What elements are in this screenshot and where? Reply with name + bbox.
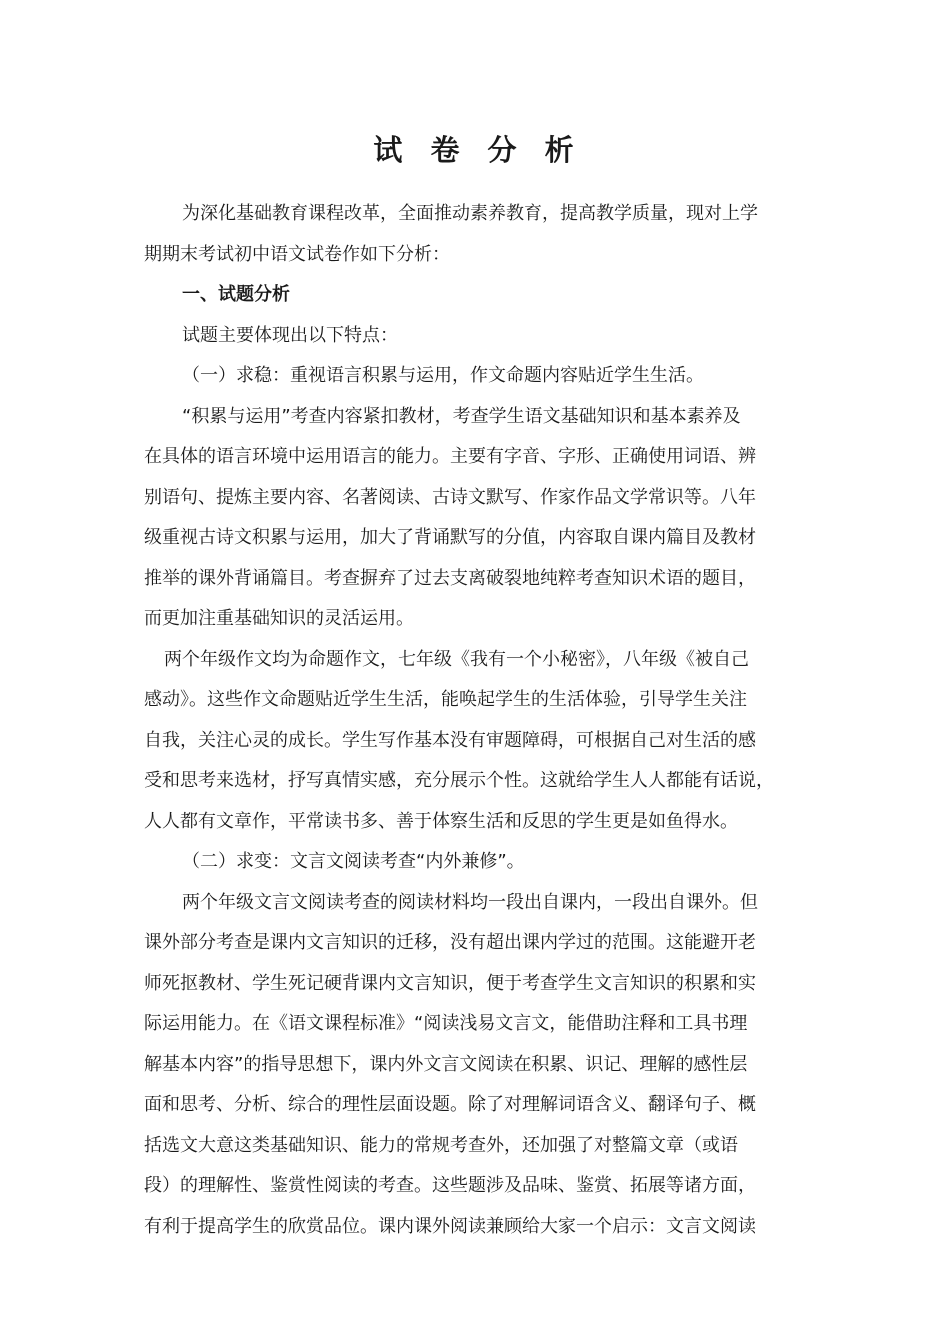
paragraph-line: 师死抠教材、学生死记硬背课内文言知识，便于考查学生文言知识的积累和实 [144,972,756,994]
paragraph-line: 在具体的语言环境中运用语言的能力。主要有字音、字形、正确使用词语、辨 [144,446,756,467]
paragraph-line: 受和思考来选材，抒写真情实感，充分展示个性。这就给学生人人都能有话说， [144,770,774,791]
paragraph-line: 级重视古诗文积累与运用，加大了背诵默写的分值，内容取自课内篇目及教材 [144,527,756,548]
paragraph-line: 推举的课外背诵篇目。考查摒弃了过去支离破裂地纯粹考查知识术语的题目， [144,567,756,589]
paragraph-line: 自我，关注心灵的成长。学生写作基本没有审题障碍，可根据自己对生活的感 [144,729,756,751]
document-title: 试 卷 分 析 [373,133,583,167]
paragraph-line: 为深化基础教育课程改革，全面推动素养教育，提高教学质量，现对上学 [182,203,758,224]
document-page [144,128,804,1247]
paragraph-line: 两个年级文言文阅读考查的阅读材料均一段出自课内，一段出自课外。但 [182,891,758,913]
section-heading: 一、试题分析 [182,284,290,305]
paragraph-line: 试题主要体现出以下特点： [182,324,398,346]
paragraph-line: 有利于提高学生的欣赏品位。课内课外阅读兼顾给大家一个启示：文言文阅读 [144,1215,756,1237]
paragraph-line: 段）的理解性、鉴赏性阅读的考查。这些题涉及品味、鉴赏、拓展等诸方面， [144,1175,756,1196]
paragraph-line: 面和思考、分析、综合的理性层面设题。除了对理解词语含义、翻译句子、概 [144,1094,756,1115]
paragraph-line: 别语句、提炼主要内容、名著阅读、古诗文默写、作家作品文学常识等。八年 [144,486,756,508]
paragraph-line: 括选文大意这类基础知识、能力的常规考查外，还加强了对整篇文章（或语 [144,1134,738,1156]
paragraph-line: 而更加注重基础知识的灵活运用。 [144,608,414,629]
paragraph-line: 两个年级作文均为命题作文，七年级《我有一个小秘密》，八年级《被自己 [164,648,749,670]
paragraph-line: 课外部分考查是课内文言知识的迁移，没有超出课内学过的范围。这能避开老 [144,932,756,953]
paragraph-line: 解基本内容”的指导思想下，课内外文言文阅读在积累、识记、理解的感性层 [144,1053,748,1075]
paragraph-line: 人人都有文章作，平常读书多、善于体察生活和反思的学生更是如鱼得水。 [144,810,738,832]
paragraph-line: 际运用能力。在《语文课程标准》“阅读浅易文言文，能借助注释和工具书理 [144,1013,748,1034]
paragraph-line: 期期末考试初中语文试卷作如下分析： [144,243,450,265]
subsection-heading: （一）求稳：重视语言积累与运用，作文命题内容贴近学生生活。 [182,365,704,386]
subsection-heading: （二）求变：文言文阅读考查“内外兼修”。 [182,851,525,872]
paragraph-line: 感动》。这些作文命题贴近学生生活，能唤起学生的生活体验，引导学生关注 [144,689,747,710]
paragraph-line: “积累与运用”考查内容紧扣教材，考查学生语文基础知识和基本素养及 [182,405,741,427]
